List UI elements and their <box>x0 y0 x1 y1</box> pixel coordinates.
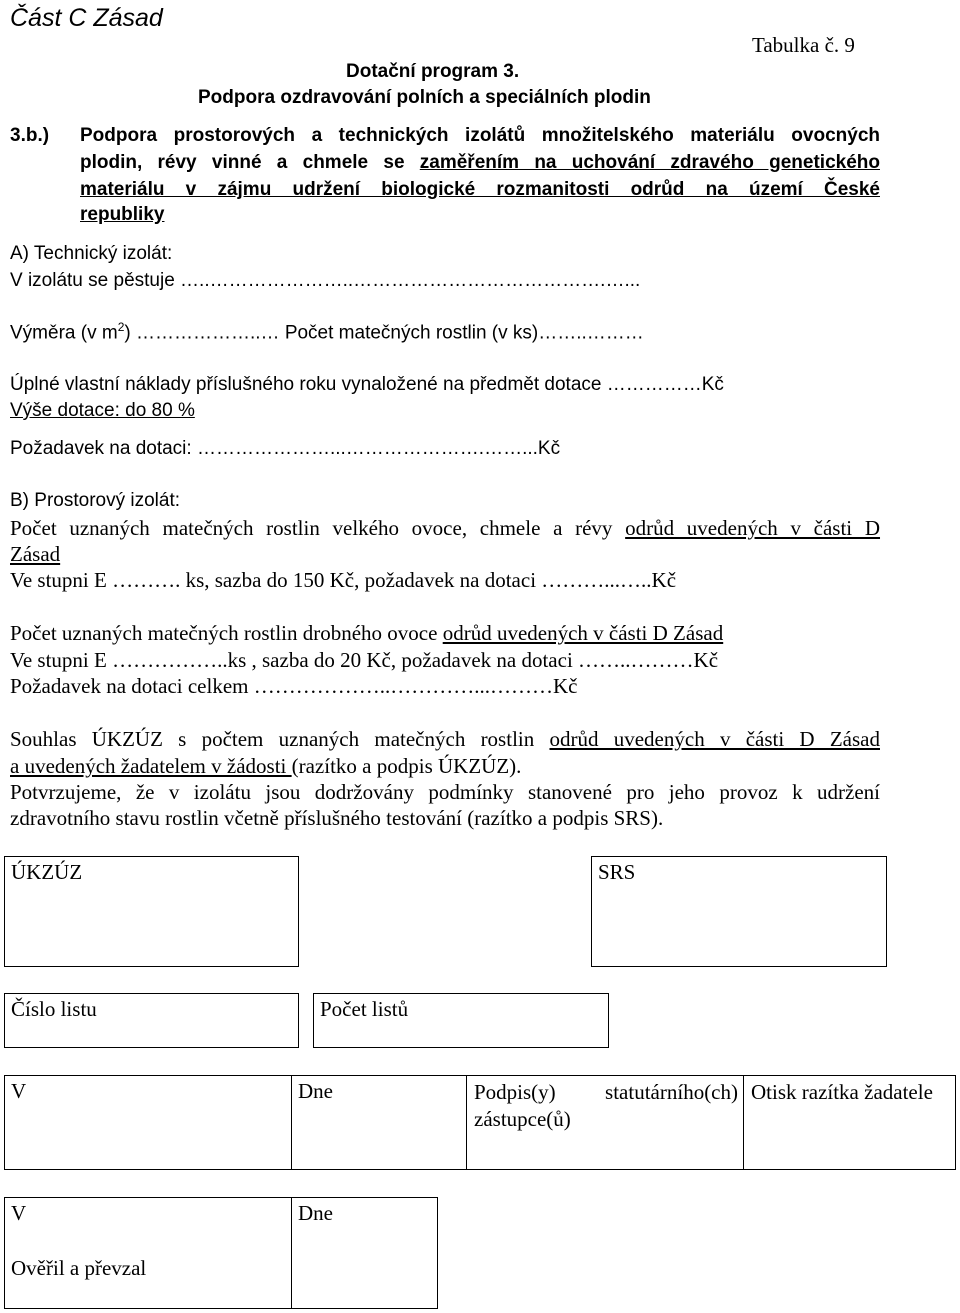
confirmation-line-1: Potvrzujeme, že v izolátu jsou dodržovány podmínky stanovené pro jeho provoz k udržení <box>10 780 880 804</box>
ukzuz-label: ÚKZÚZ <box>11 860 83 884</box>
verification-date-box <box>291 1197 438 1309</box>
ukzuz-stamp-box <box>4 856 299 967</box>
srs-label: SRS <box>598 860 636 884</box>
place-label: V <box>11 1079 27 1103</box>
consent-line-1: Souhlas ÚKZÚZ s počtem uznaných matečných rostlin odrůd uvedených v části D Zásad <box>10 727 880 751</box>
signature-label: Podpis(y) statutárního(ch) zástupce(ů) <box>474 1080 738 1131</box>
sheet-count-box <box>313 993 609 1048</box>
grown-crop-line: V izolátu se pěstuje …..…………………..………………………………….…... <box>10 270 641 291</box>
section-title-line-1: Podpora prostorových a technických izolátů množitelského materiálu ovocných <box>80 125 880 146</box>
sheet-count-label: Počet listů <box>320 997 409 1021</box>
stamp-label: Otisk razítka žadatele <box>751 1080 933 1104</box>
large-fruit-line-1: Počet uznaných matečných rostlin velkého ovoce, chmele a révy odrůd uvedených v části D <box>10 516 881 540</box>
program-name: Podpora ozdravování polních a speciálních plodin <box>198 87 651 108</box>
place-box <box>4 1075 292 1170</box>
verified-label: Ověřil a převzal <box>11 1256 147 1280</box>
verification-date-label: Dne <box>298 1201 333 1225</box>
stamp-box <box>743 1075 956 1170</box>
small-fruit-degree-line: Ve stupni E ……………..ks , sazba do 20 Kč, požadavek na dotaci ……..………Kč <box>10 648 719 672</box>
verification-place-box <box>4 1197 292 1309</box>
large-fruit-line-2: Zásad <box>10 542 61 566</box>
total-request-line: Požadavek na dotaci celkem ………………..…………...………Kč <box>10 674 578 698</box>
technical-isolate-heading: A) Technický izolát: <box>10 243 173 264</box>
verification-place-label: V <box>11 1201 27 1225</box>
sheet-number-label: Číslo listu <box>11 997 97 1021</box>
part-title: Část C Zásad <box>10 4 163 32</box>
area-and-plants-line: Výměra (v $m^2$) ………………..… Počet matečných rostlin (v ks)……..……… <box>10 320 644 344</box>
full-costs-line: Úplné vlastní náklady příslušného roku vynaložené na předmět dotace ……………Kč <box>10 374 724 395</box>
large-fruit-degree-line: Ve stupni E ………. ks, sazba do 150 Kč, požadavek na dotaci ………...…..Kč <box>10 568 677 592</box>
subsidy-request-line: Požadavek na dotaci: …………………...………………….……...Kč <box>10 438 561 459</box>
section-title-line-4: republiky <box>80 204 165 225</box>
date-label: Dne <box>298 1079 333 1103</box>
date-box <box>291 1075 467 1170</box>
section-title-line-3: materiálu v zájmu udržení biologické rozmanitosti odrůd na území České <box>80 179 880 200</box>
confirmation-line-2: zdravotního stavu rostlin včetně příslušného testování (razítko a podpis SRS). <box>10 806 664 830</box>
srs-stamp-box <box>591 856 887 967</box>
program-number: Dotační program 3. <box>346 61 520 82</box>
consent-line-2: a uvedených žadatelem v žádosti (razítko a podpis ÚKZÚZ). <box>10 754 522 778</box>
table-number: Tabulka č. 9 <box>752 33 855 57</box>
section-title-line-2: plodin, révy vinné a chmele se zaměřením na uchování zdravého genetického <box>80 152 880 173</box>
small-fruit-line: Počet uznaných matečných rostlin drobného ovoce odrůd uvedených v části D Zásad <box>10 621 724 645</box>
section-number: 3.b.) <box>10 125 50 146</box>
spatial-isolate-heading: B) Prostorový izolát: <box>10 490 180 511</box>
subsidy-rate-line: Výše dotace: do 80 % <box>10 400 195 421</box>
signature-box <box>466 1075 744 1170</box>
sheet-number-box <box>4 993 299 1048</box>
